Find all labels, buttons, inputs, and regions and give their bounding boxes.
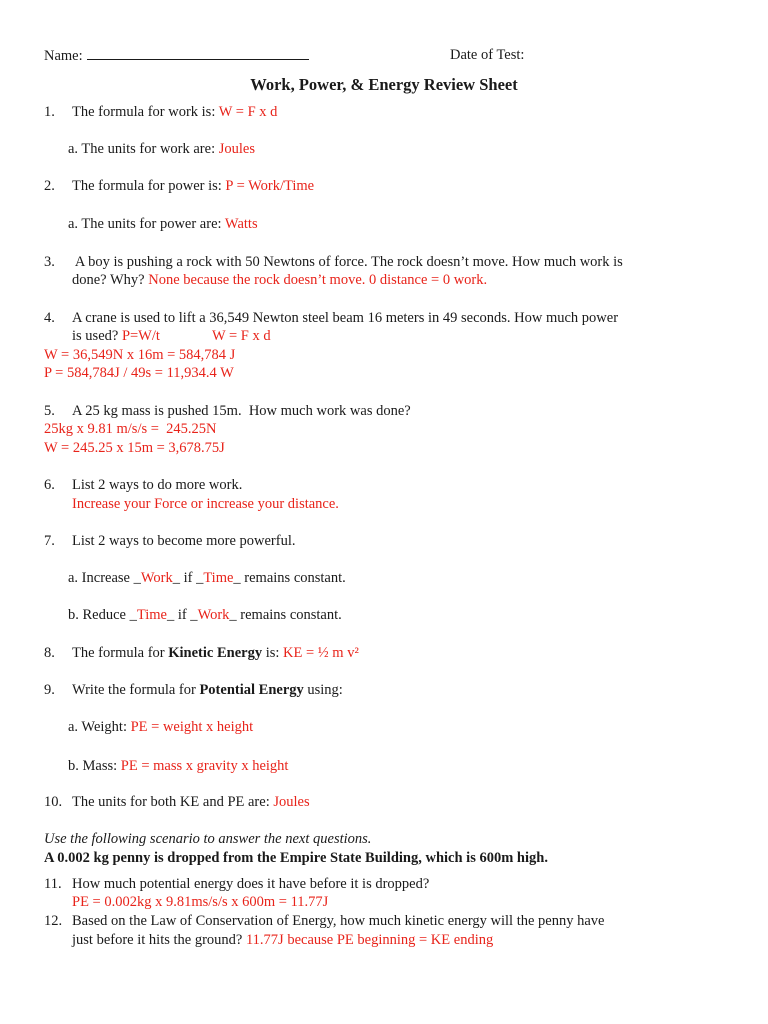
question-text-line-2: just before it hits the ground? xyxy=(72,932,243,948)
question-text: The formula for work is: xyxy=(72,104,216,120)
question-number: 7. xyxy=(44,533,55,549)
answer-text: 11.77J because PE beginning = KE ending xyxy=(245,932,494,948)
key-term: Kinetic Energy xyxy=(168,645,263,661)
scenario-text: A 0.002 kg penny is dropped from the Empire State Building, which is 600m high. xyxy=(44,850,548,866)
answer-text: Increase your Force or increase your distance. xyxy=(72,496,339,512)
subquestion-prefix: a. Increase _ xyxy=(68,570,141,586)
answer-text: PE = weight x height xyxy=(130,719,254,735)
work-line-1: 25kg x 9.81 m/s/s = 245.25N xyxy=(44,421,217,437)
question-text-line-1: A boy is pushing a rock with 50 Newtons of force. The rock doesn’t move. How much work is xyxy=(72,254,623,270)
question-text-line-2: is used? xyxy=(72,328,119,344)
question-number: 1. xyxy=(44,104,55,120)
subquestion-text: b. Mass: xyxy=(68,758,118,774)
question-number: 5. xyxy=(44,403,55,419)
question-text: The formula for power is: xyxy=(72,178,222,194)
work-line-1: W = 36,549N x 16m = 584,784 J xyxy=(44,347,236,363)
answer-blank-2: Time xyxy=(203,570,234,586)
question-number: 9. xyxy=(44,682,55,698)
subquestion-suffix: _ remains constant. xyxy=(233,570,346,586)
question-text-line-1: A crane is used to lift a 36,549 Newton steel beam 16 meters in 49 seconds. How much power xyxy=(72,310,619,326)
question-text: List 2 ways to do more work. xyxy=(72,477,243,493)
work-line-2: P = 584,784J / 49s = 11,934.4 W xyxy=(44,365,234,381)
question-text-end: using: xyxy=(307,682,343,698)
question-text-line-1: Based on the Law of Conservation of Energy, how much kinetic energy will the penny have xyxy=(72,913,605,929)
answer-blank-1: Work xyxy=(140,570,173,586)
key-term: Potential Energy xyxy=(199,682,304,698)
answer-blank-2: Work xyxy=(197,607,230,623)
question-number: 4. xyxy=(44,310,55,326)
subquestion-middle: _ if _ xyxy=(172,570,204,586)
answer-text: Joules xyxy=(218,141,255,157)
scenario-instruction: Use the following scenario to answer the next questions. xyxy=(44,831,372,847)
question-text: How much potential energy does it have before it is dropped? xyxy=(72,876,430,892)
subquestion-text: a. The units for work are: xyxy=(68,141,216,157)
answer-text: PE = mass x gravity x height xyxy=(120,758,289,774)
answer-formula-work: W = F x d xyxy=(211,328,271,344)
answer-text: PE = 0.002kg x 9.81ms/s/s x 600m = 11.77J xyxy=(72,894,329,910)
question-text: The units for both KE and PE are: xyxy=(72,794,270,810)
answer-text: P = Work/Time xyxy=(225,178,315,194)
question-text: List 2 ways to become more powerful. xyxy=(72,533,296,549)
subquestion-middle: _ if _ xyxy=(166,607,198,623)
date-label: Date of Test: xyxy=(450,47,525,63)
subquestion-text: a. Weight: xyxy=(68,719,127,735)
answer-blank-1: Time xyxy=(136,607,167,623)
question-number: 3. xyxy=(44,254,55,270)
question-number: 2. xyxy=(44,178,55,194)
name-label: Name: xyxy=(44,48,83,64)
name-blank-line xyxy=(87,46,309,60)
question-number: 6. xyxy=(44,477,55,493)
question-text: Write the formula for xyxy=(72,682,196,698)
question-text: The formula for xyxy=(72,645,165,661)
answer-formula-power: P=W/t xyxy=(121,328,160,344)
name-field xyxy=(44,46,309,65)
answer-text: Joules xyxy=(273,794,310,810)
question-number: 12. xyxy=(44,913,63,929)
answer-text: None because the rock doesn’t move. 0 distance = 0 work. xyxy=(148,272,488,288)
page-title: Work, Power, & Energy Review Sheet xyxy=(250,75,518,94)
answer-text: KE = ½ m v² xyxy=(283,645,359,661)
question-text-line-2: done? Why? xyxy=(72,272,145,288)
answer-text: W = F x d xyxy=(218,104,278,120)
question-text: A 25 kg mass is pushed 15m. How much work was done? xyxy=(72,403,411,419)
subquestion-suffix: _ remains constant. xyxy=(229,607,342,623)
subquestion-prefix: b. Reduce _ xyxy=(68,607,137,623)
work-line-2: W = 245.25 x 15m = 3,678.75J xyxy=(44,440,225,456)
answer-text: Watts xyxy=(224,216,258,232)
question-text-end: is: xyxy=(265,645,280,661)
question-number: 8. xyxy=(44,645,55,661)
subquestion-text: a. The units for power are: xyxy=(68,216,222,232)
question-number: 10. xyxy=(44,794,63,810)
question-number: 11. xyxy=(44,876,62,892)
